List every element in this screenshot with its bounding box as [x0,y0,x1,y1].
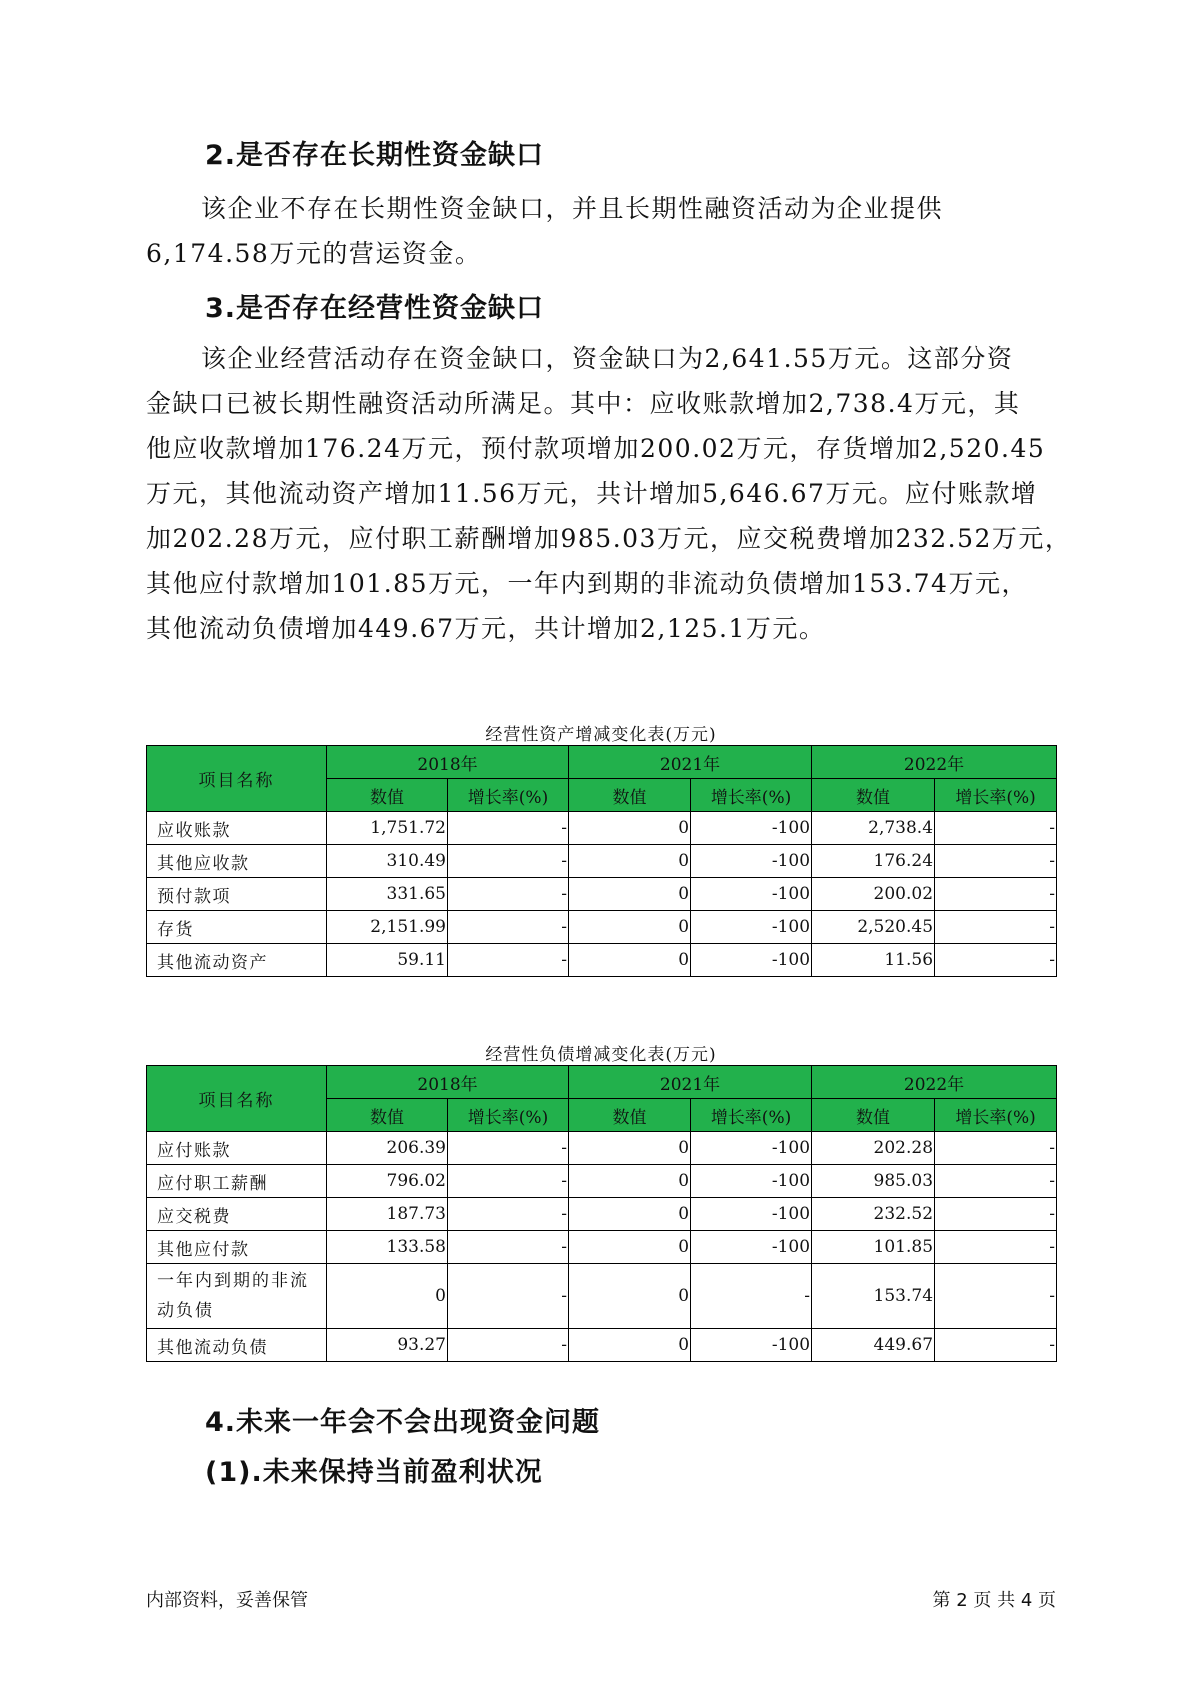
row-name: 一年内到期的非流动负债 [147,1264,327,1329]
cell-growth: - [448,878,569,911]
table-header-row [147,1066,1057,1099]
cell-growth: -100 [691,1198,812,1231]
column-header-growth: 增长率(%) [935,779,1057,812]
column-header-year: 2022年 [812,1066,1057,1099]
cell-growth: - [935,1132,1057,1165]
cell-growth: - [448,1132,569,1165]
column-header-value: 数值 [569,1099,691,1132]
cell-value: 0 [569,1165,691,1198]
column-header-year: 2018年 [327,746,569,779]
cell-growth: - [935,1198,1057,1231]
cell-growth: - [448,812,569,845]
cell-growth: - [935,911,1057,944]
cell-value: 101.85 [812,1231,935,1264]
row-name: 预付款项 [147,878,327,911]
cell-growth: -100 [691,812,812,845]
paragraph-line: 该企业经营活动存在资金缺口，资金缺口为2,641.55万元。这部分资 [201,344,1014,373]
column-header-name: 项目名称 [147,1066,327,1132]
cell-value: 187.73 [327,1198,448,1231]
column-header-year: 2018年 [327,1066,569,1099]
cell-value: 0 [569,1329,691,1362]
column-header-value: 数值 [812,779,935,812]
table-row [147,911,1057,944]
cell-growth: -100 [691,1329,812,1362]
cell-growth: -100 [691,911,812,944]
table-row [147,1165,1057,1198]
cell-value: 0 [569,812,691,845]
paragraph-line: 万元，其他流动资产增加11.56万元，共计增加5,646.67万元。应付账款增 [146,479,1038,508]
paragraph-line: 金缺口已被长期性融资活动所满足。其中：应收账款增加2,738.4万元，其 [146,389,1021,418]
row-name: 应付账款 [147,1132,327,1165]
row-name: 其他应收款 [147,845,327,878]
column-header-value: 数值 [569,779,691,812]
section-3-heading: 3.是否存在经营性资金缺口 [205,293,545,324]
cell-growth: - [448,911,569,944]
cell-growth: - [448,1329,569,1362]
cell-value: 796.02 [327,1165,448,1198]
cell-growth: -100 [691,1165,812,1198]
column-header-value: 数值 [812,1099,935,1132]
cell-value: 202.28 [812,1132,935,1165]
cell-growth: - [935,1231,1057,1264]
cell-value: 0 [569,878,691,911]
table-row [147,944,1057,977]
cell-value: 0 [569,911,691,944]
cell-growth: - [691,1264,812,1329]
paragraph-line: 加202.28万元，应付职工薪酬增加985.03万元，应交税费增加232.52万元， [146,524,1072,553]
cell-value: 0 [569,1198,691,1231]
footer-page-number: 第 2 页 共 4 页 [932,1590,1056,1611]
cell-value: 0 [569,1132,691,1165]
table-row [147,1264,1057,1329]
cell-growth: - [935,1165,1057,1198]
column-header-year: 2022年 [812,746,1057,779]
cell-growth: -100 [691,944,812,977]
column-header-growth: 增长率(%) [691,779,812,812]
cell-growth: - [935,812,1057,845]
asset-table [146,745,1057,977]
section-4-subheading: (1).未来保持当前盈利状况 [205,1457,543,1488]
cell-growth: - [448,1198,569,1231]
row-name: 其他流动资产 [147,944,327,977]
column-header-growth: 增长率(%) [448,779,569,812]
column-header-value: 数值 [327,1099,448,1132]
cell-growth: - [448,1231,569,1264]
cell-growth: - [935,1329,1057,1362]
column-header-value: 数值 [327,779,448,812]
cell-growth: - [935,878,1057,911]
row-name: 存货 [147,911,327,944]
column-header-growth: 增长率(%) [691,1099,812,1132]
cell-value: 206.39 [327,1132,448,1165]
cell-value: 1,751.72 [327,812,448,845]
column-header-name: 项目名称 [147,746,327,812]
section-2-heading: 2.是否存在长期性资金缺口 [205,140,545,171]
cell-value: 985.03 [812,1165,935,1198]
liability-table-caption: 经营性负债增减变化表(万元) [485,1045,717,1065]
paragraph-line: 该企业不存在长期性资金缺口，并且长期性融资活动为企业提供 [201,194,944,223]
cell-value: 331.65 [327,878,448,911]
cell-growth: - [935,845,1057,878]
row-name: 其他应付款 [147,1231,327,1264]
cell-value: 59.11 [327,944,448,977]
footer-confidential-note: 内部资料，妥善保管 [146,1590,308,1611]
cell-growth: - [448,1264,569,1329]
column-header-year: 2021年 [569,746,812,779]
cell-value: 11.56 [812,944,935,977]
cell-growth: -100 [691,1231,812,1264]
table-row [147,1329,1057,1362]
cell-value: 176.24 [812,845,935,878]
table-header-row [147,746,1057,779]
cell-growth: - [448,944,569,977]
column-header-growth: 增长率(%) [935,1099,1057,1132]
cell-growth: - [448,845,569,878]
table-row [147,1132,1057,1165]
row-name: 其他流动负债 [147,1329,327,1362]
paragraph-line: 其他应付款增加101.85万元，一年内到期的非流动负债增加153.74万元， [146,569,1028,598]
column-header-year: 2021年 [569,1066,812,1099]
cell-value: 2,151.99 [327,911,448,944]
row-name: 应付职工薪酬 [147,1165,327,1198]
table-row [147,845,1057,878]
cell-value: 449.67 [812,1329,935,1362]
cell-value: 200.02 [812,878,935,911]
cell-value: 153.74 [812,1264,935,1329]
cell-value: 0 [569,845,691,878]
row-name: 应收账款 [147,812,327,845]
cell-value: 232.52 [812,1198,935,1231]
liability-table [146,1065,1057,1362]
cell-growth: - [935,1264,1057,1329]
column-header-growth: 增长率(%) [448,1099,569,1132]
row-name: 应交税费 [147,1198,327,1231]
table-row [147,812,1057,845]
section-3-paragraph [146,336,1072,651]
cell-value: 0 [327,1264,448,1329]
cell-growth: -100 [691,878,812,911]
cell-value: 0 [569,944,691,977]
asset-table-caption: 经营性资产增减变化表(万元) [485,725,717,745]
cell-value: 93.27 [327,1329,448,1362]
table-row [147,1198,1057,1231]
paragraph-line: 6,174.58万元的营运资金。 [146,239,482,268]
paragraph-line: 他应收款增加176.24万元，预付款项增加200.02万元，存货增加2,520.45 [146,434,1046,463]
cell-growth: -100 [691,845,812,878]
cell-value: 0 [569,1264,691,1329]
section-4-heading: 4.未来一年会不会出现资金问题 [205,1407,601,1438]
cell-value: 310.49 [327,845,448,878]
table-row [147,878,1057,911]
cell-value: 133.58 [327,1231,448,1264]
cell-growth: - [935,944,1057,977]
cell-growth: -100 [691,1132,812,1165]
cell-value: 2,738.4 [812,812,935,845]
cell-value: 2,520.45 [812,911,935,944]
table-row [147,1231,1057,1264]
section-2-paragraph [146,186,1056,276]
paragraph-line: 其他流动负债增加449.67万元，共计增加2,125.1万元。 [146,614,826,643]
cell-value: 0 [569,1231,691,1264]
cell-growth: - [448,1165,569,1198]
